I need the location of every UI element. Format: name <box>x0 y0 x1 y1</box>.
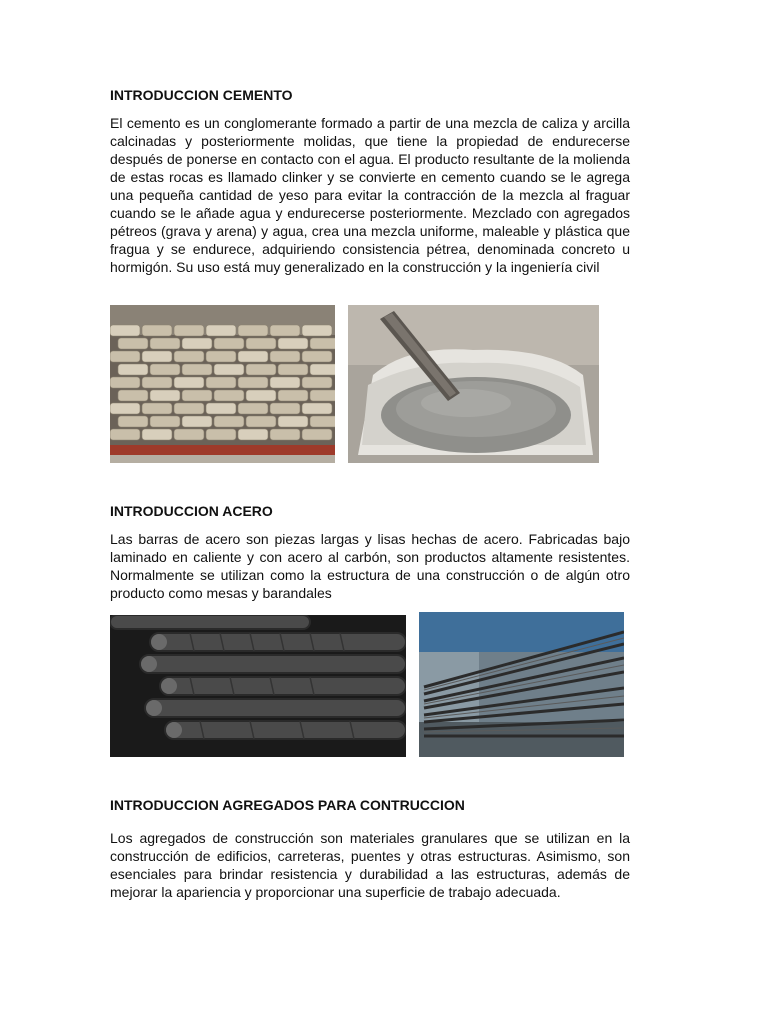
paragraph-acero: Las barras de acero son piezas largas y lisas hechas de acero. Fabricadas bajo laminado en caliente y con acero al carbón, son productos altamente resistentes. Normalmente se utilizan como la estructura de una construcción o de algún otro producto como mesas y barandales <box>110 531 630 601</box>
heading-cemento: INTRODUCCION CEMENTO <box>110 87 293 103</box>
rebar-warehouse-image <box>419 612 624 757</box>
heading-agregados: INTRODUCCION AGREGADOS PARA CONTRUCCION <box>110 797 465 813</box>
heading-acero: INTRODUCCION ACERO <box>110 503 273 519</box>
paragraph-agregados: Los agregados de construcción son materiales granulares que se utilizan en la construcción de edificios, carreteras, puentes y otras estructuras. Asimismo, son esenciales para brindar resistencia y durabilidad a las estructuras, además de mejorar la apariencia y proporcionar una superficie de trabajo adecuada. <box>110 830 630 900</box>
rebar-closeup-image <box>110 615 406 757</box>
paragraph-cemento: El cemento es un conglomerante formado a partir de una mezcla de caliza y arcilla calcinadas y posteriormente molidas, que tiene la propiedad de endurecerse después de ponerse en contacto con el agua. El producto resultante de la molienda de estas rocas es llamado clinker y se convierte en cemento cuando se le agrega una pequeña cantidad de yeso para evitar la contracción de la mezcla al fraguar cuando se le añade agua y endurecerse posteriormente. Mezclado con agregados pétreos (grava y arena) y agua, crea una mezcla uniforme, maleable y plástica que fragua y se endurece, adquiriendo consistencia pétrea, denominada concreto u hormigón. Su uso está muy generalizado en la construcción y la ingeniería civil <box>110 115 630 275</box>
cement-bags-image <box>110 305 335 463</box>
cement-powder-image <box>348 305 599 463</box>
